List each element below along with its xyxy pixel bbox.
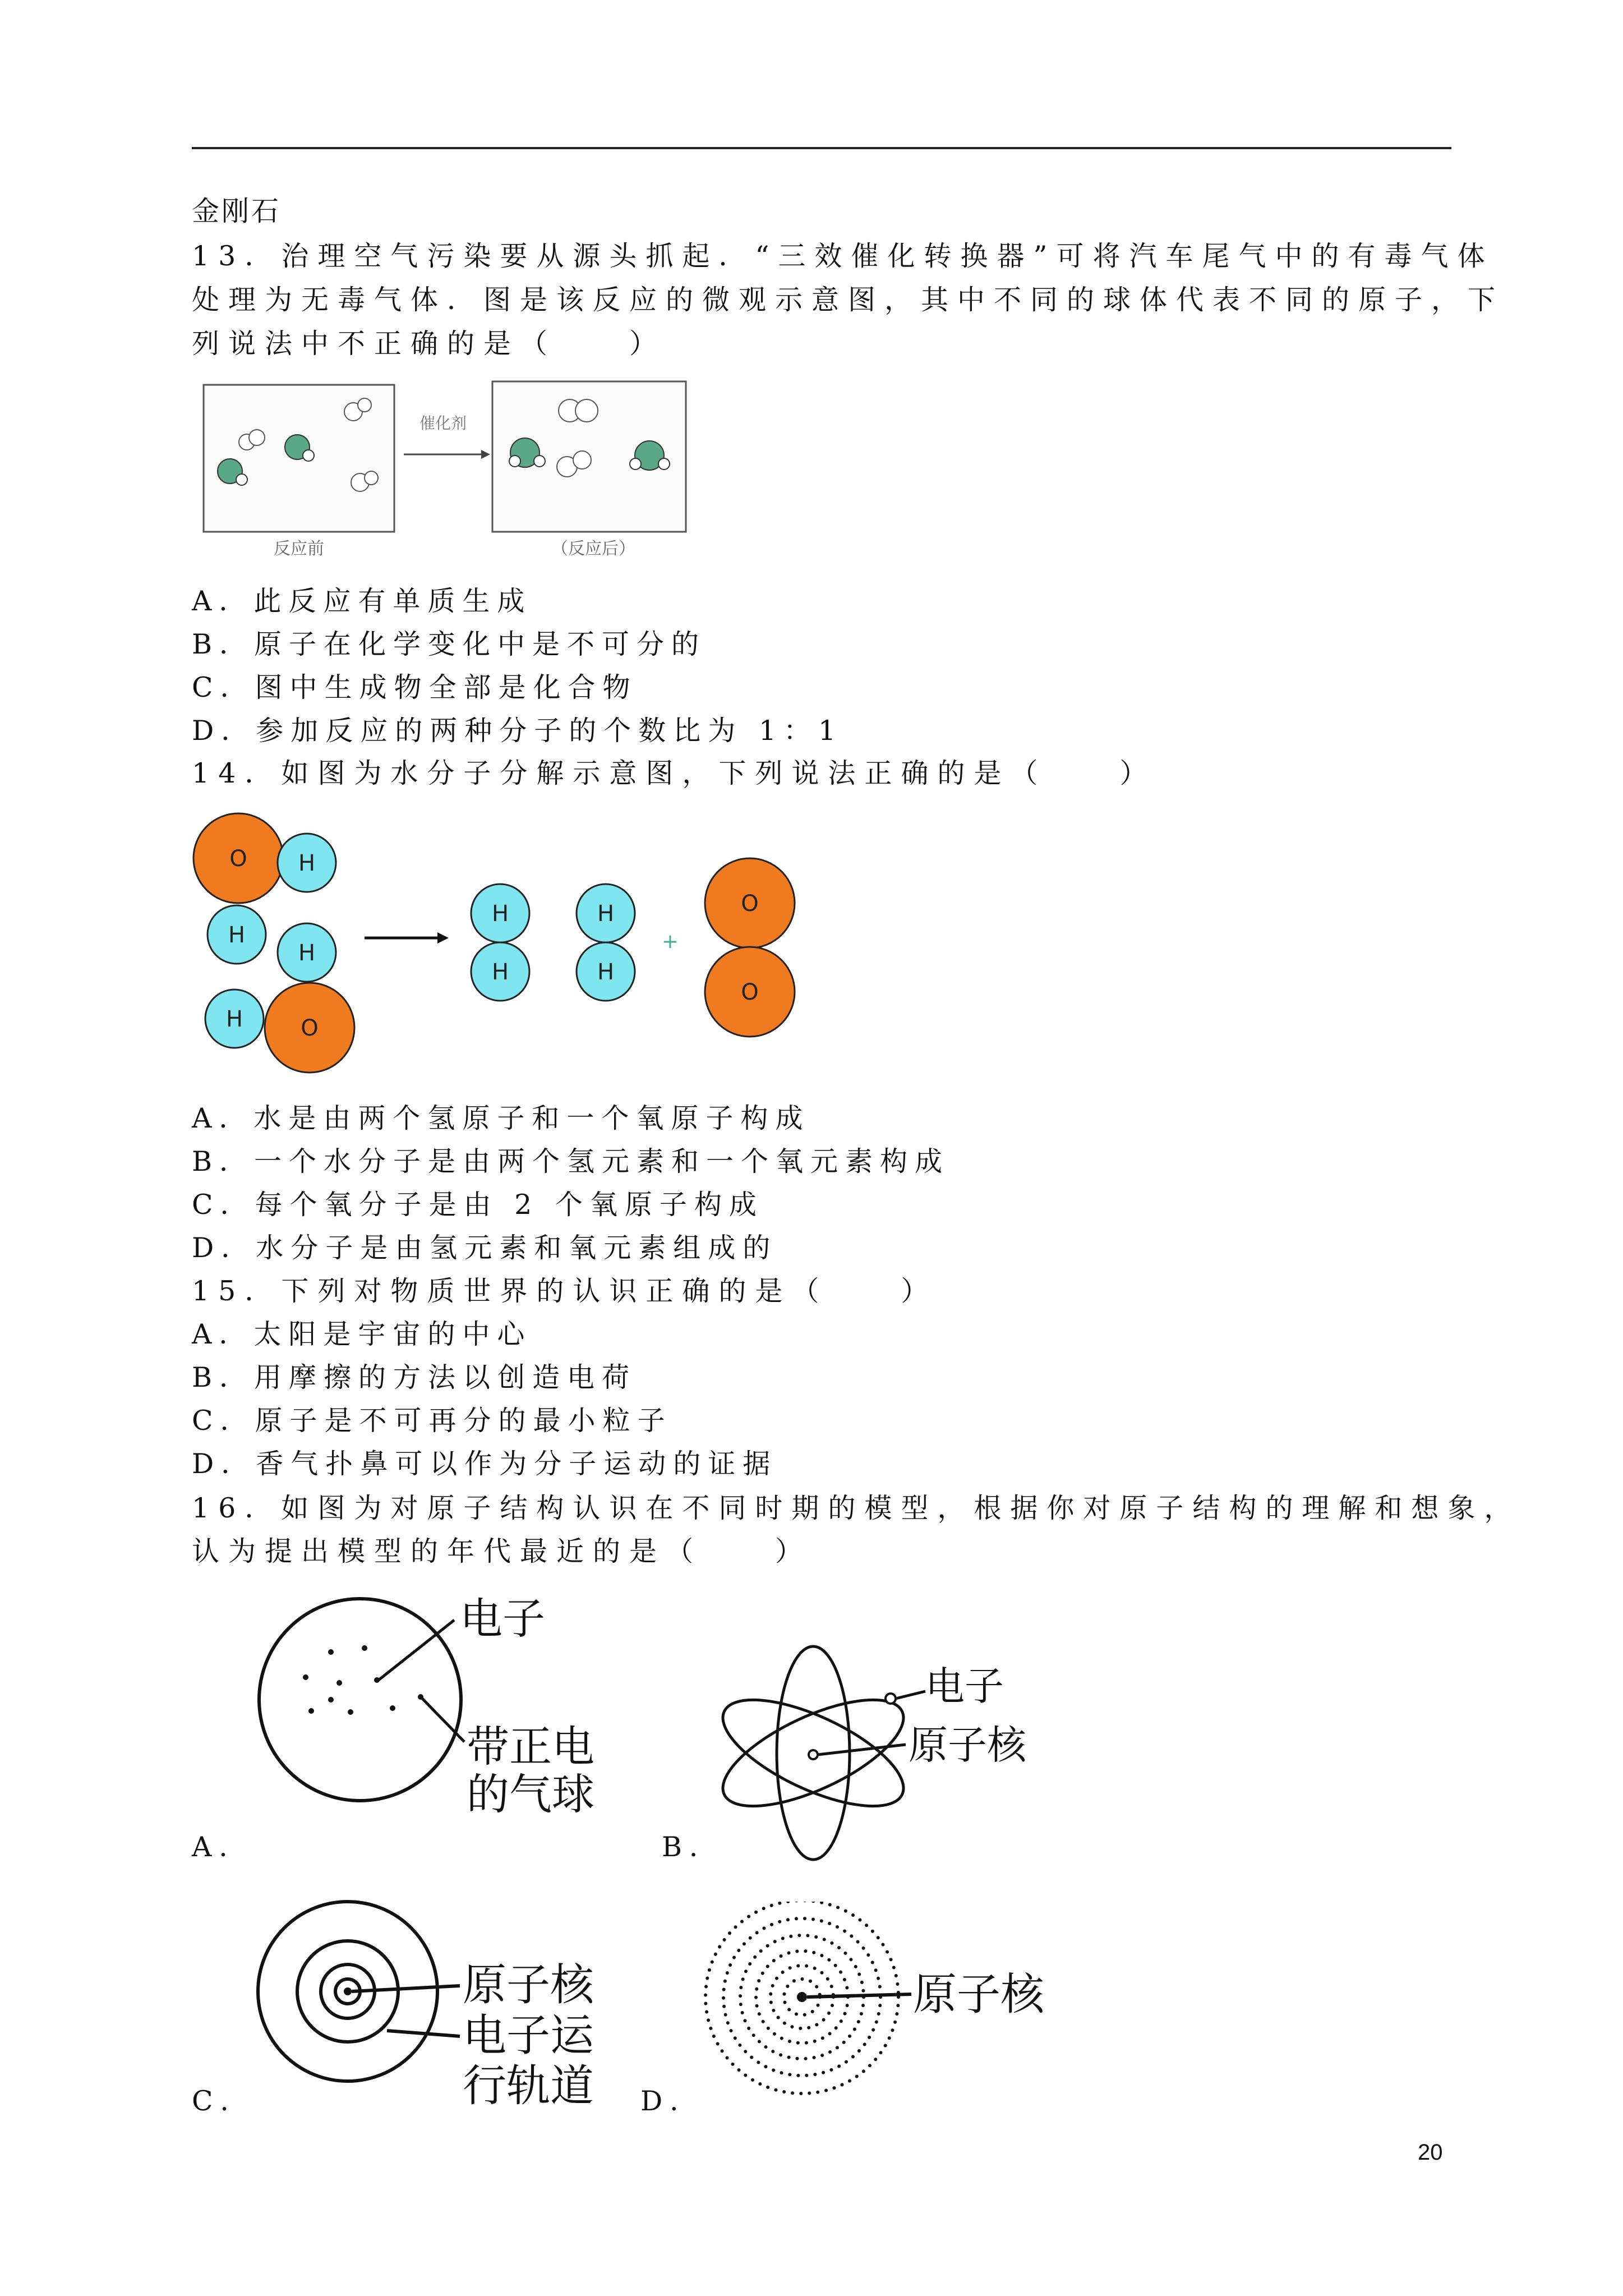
q16-a-ball-label-1: 带正电 bbox=[467, 1722, 594, 1772]
q16-text-line1: 16．如图为对原子结构认识在不同时期的模型，根据你对原子结构的理解和想象， bbox=[192, 1492, 1521, 1524]
q13-before-label: 反应前 bbox=[274, 539, 324, 559]
q16-option-c-label: C． bbox=[192, 2085, 255, 2117]
q14-option-c: C．每个氧分子是由 2 个氧原子构成 bbox=[192, 1189, 764, 1221]
q16-a-electron-label: 电子 bbox=[460, 1594, 545, 1644]
page-number: 20 bbox=[1418, 2140, 1443, 2165]
q13-text-line1: 13．治理空气污染要从源头抓起．“三效催化转换器”可将汽车尾气中的有毒气体 bbox=[192, 240, 1494, 272]
q13-text-line3: 列说法中不正确的是（ ） bbox=[192, 328, 666, 360]
q16-c-orbit-label-1: 电子运 bbox=[463, 2010, 594, 2061]
q14-text: 14．如图为水分子分解示意图，下列说法正确的是（ ） bbox=[192, 757, 1156, 789]
q14-hydrogen-4: H bbox=[225, 1006, 243, 1032]
q16-d-nucleus-label: 原子核 bbox=[913, 1970, 1045, 2020]
q16-c-orbit-label-2: 行轨道 bbox=[463, 2061, 594, 2111]
q13-catalyst-label: 催化剂 bbox=[419, 414, 467, 432]
q14-o2-bottom: O bbox=[741, 979, 759, 1005]
q14-option-d: D．水分子是由氢元素和氧元素组成的 bbox=[192, 1232, 778, 1264]
q14-oxygen-2: O bbox=[301, 1015, 319, 1041]
q14-h2-b-top: H bbox=[597, 901, 615, 927]
q16-c-nucleus-label: 原子核 bbox=[463, 1960, 594, 2010]
q13-text-line2: 处理为无毒气体．图是该反应的微观示意图，其中不同的球体代表不同的原子，下 bbox=[192, 284, 1505, 316]
q13-reaction-figure bbox=[201, 377, 706, 568]
q16-model-a-plum-pudding bbox=[252, 1593, 645, 1829]
q16-text-line2: 认为提出模型的年代最近的是（ ） bbox=[192, 1535, 812, 1567]
q13-option-a: A．此反应有单质生成 bbox=[192, 585, 532, 617]
q15-option-b: B．用摩擦的方法以创造电荷 bbox=[192, 1361, 637, 1393]
q13-after-label: （反应后） bbox=[551, 539, 635, 559]
q13-option-b: B．原子在化学变化中是不可分的 bbox=[192, 628, 707, 660]
q14-hydrogen-2: H bbox=[228, 922, 246, 948]
q16-model-c-bohr bbox=[247, 1896, 651, 2115]
q16-model-d-electron-cloud bbox=[695, 1902, 1088, 2120]
q13-option-c: C．图中生成物全部是化合物 bbox=[192, 671, 638, 703]
q14-o2-top: O bbox=[741, 891, 759, 917]
q16-a-ball-label-2: 的气球 bbox=[467, 1769, 594, 1819]
q16-b-nucleus-label: 原子核 bbox=[909, 1722, 1026, 1768]
q16-model-b-rutherford bbox=[712, 1644, 1082, 1868]
q14-h2-a-top: H bbox=[491, 901, 509, 927]
q14-oxygen-1: O bbox=[229, 846, 247, 872]
q14-option-b: B．一个水分子是由两个氢元素和一个氧元素构成 bbox=[192, 1145, 950, 1177]
q14-h2-b-bottom: H bbox=[597, 959, 615, 985]
q14-hydrogen-3: H bbox=[298, 940, 316, 966]
q15-text: 15．下列对物质世界的认识正确的是（ ） bbox=[192, 1275, 938, 1307]
q14-hydrogen-1: H bbox=[298, 850, 316, 876]
q13-option-d: D．参加反应的两种分子的个数比为 1：1 bbox=[192, 715, 843, 747]
header-rule bbox=[192, 147, 1451, 149]
q15-option-a: A．太阳是宇宙的中心 bbox=[192, 1318, 532, 1350]
q16-option-b-label: B． bbox=[662, 1831, 725, 1863]
q16-option-d-label: D． bbox=[640, 2085, 705, 2117]
q15-option-d: D．香气扑鼻可以作为分子运动的证据 bbox=[192, 1448, 778, 1480]
q14-h2-a-bottom: H bbox=[491, 959, 509, 985]
q15-option-c: C．原子是不可再分的最小粒子 bbox=[192, 1405, 672, 1437]
q16-option-a-label: A． bbox=[192, 1831, 254, 1863]
previous-answer: 金刚石 bbox=[192, 195, 282, 227]
q14-option-a: A．水是由两个氢原子和一个氧原子构成 bbox=[192, 1102, 810, 1134]
q16-b-electron-label: 电子 bbox=[925, 1663, 1004, 1709]
q14-water-decomposition-figure bbox=[191, 808, 808, 1077]
q14-plus-sign: + bbox=[661, 930, 679, 953]
